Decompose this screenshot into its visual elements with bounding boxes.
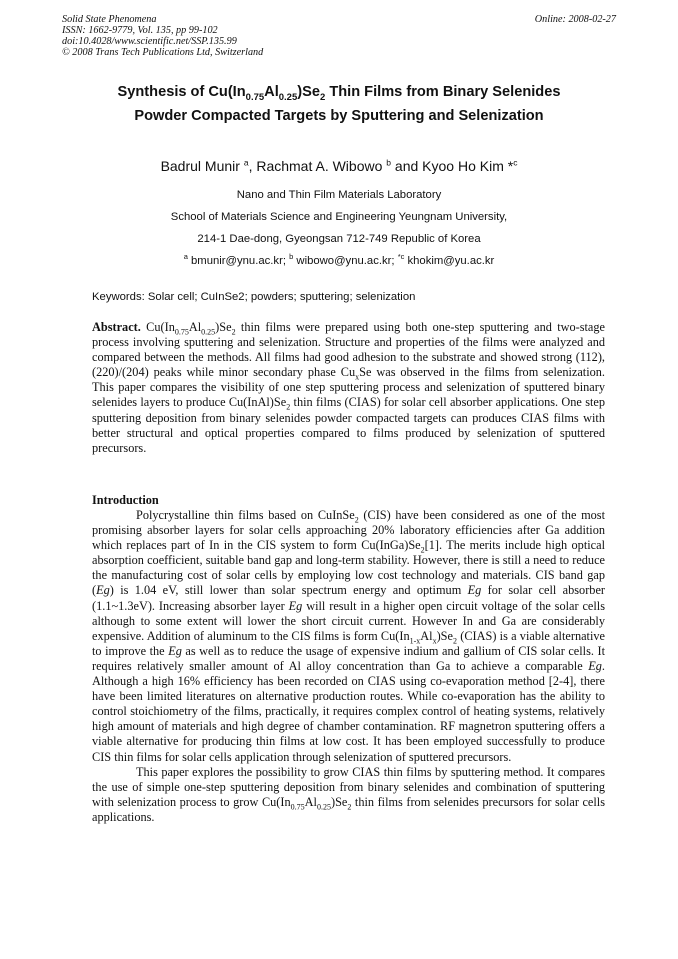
introduction-heading: Introduction (92, 493, 159, 507)
journal-header (62, 14, 263, 58)
copyright-line: © 2008 Trans Tech Publications Ltd, Switzerland (62, 47, 264, 58)
author-list: Badrul Munir $^a$, Rachmat A. Wibowo $^b$ and Kyoo Ho Kim *$^c$ (160, 157, 518, 174)
abstract: Abstract. $Cu(In_{0.75}Al_{0.25})Se_2$ thin films were prepared using both one-step sputtering and two-stage process involving sputtering and selenization. Structure and properties of the films were analyzed and compared between the methods. All films had good adhesion to the substrate and showed strong (112), (220)/(204) peaks while minor secondary phase $Cu_xSe$ was observed in the films from selenization. This paper compares the visibility of one step sputtering process and selenization of sputtered binary selenides layers to produce $Cu(InAl)Se_2$ thin films (CIAS) for solar cell absorber applications. One step sputtering deposition from binary selenides powder compacted targets can produces CIAS films with better structural and optical properties compared to films produced by selenization of sputtered precursors. (92, 320, 606, 455)
online-date: Online: 2008-02-27 (534, 14, 616, 25)
introduction-body (92, 508, 605, 825)
email-a[interactable]: bmunir@ynu.ac.kr; (187, 255, 290, 267)
affiliation (62, 184, 616, 272)
issn-line: ISSN: 1662-9779, Vol. 135, pp 99-102 (62, 25, 218, 36)
abstract-label: Abstract. (92, 320, 141, 334)
lab-name: Nano and Thin Film Materials Laboratory (236, 189, 442, 201)
keywords: Keywords: Solar cell; CuInSe2; powders; sputtering; selenization (92, 291, 416, 303)
journal-name: Solid State Phenomena (62, 14, 157, 25)
intro-paragraph-2: This paper explores the possibility to grow CIAS thin films by sputtering method. It compares the use of simple one-step sputtering deposition from binary selenides and combination of sputtering with selenization process to grow $Cu(In_{0.75}Al_{0.25})Se_2$ thin films from selenides precursors for solar cells applications. (92, 764, 605, 824)
intro-paragraph-1: Polycrystalline thin films based on CuInSe$_2$ (CIS) have been considered as one of the most promising absorber layers for solar cells approaching 20% laboratory efficiencies after Ga addition which replaces part of In in the CIS system to form $Cu(InGa)Se_2[1]$. The merits include high optical absorption coefficient, suitable band gap and long-term stability. However, there is still a need to reduce the manufacturing cost of solar cells by employing low cost technology and materials. CIS band gap (Eg) is 1.04 eV, still lower than solar spectrum energy and optimum Eg for solar cell absorber (1.1~1.3eV). Increasing absorber layer Eg will result in a higher open circuit voltage of the solar cells although to some extent will lower the short circuit current. However In and Ga are considerably expensive. Addition of aluminum to the CIS films is form $Cu(In_{1-x}Al_x)Se_2$ (CIAS) is a viable alternative to improve the Eg as well as to reduce the usage of expensive indium and gallium of CIS solar cells. It requires relatively smaller amount of Al alloy concentration than Ga to achieve a comparable Eg. Although a high 16% efficiency has been recorded on CIAS using co-evaporation method [2-4], there have been limited literatures on alternative production routes. While co-evaporation has the ability to control stoichiometry of the films, practically, it requires complex control of heating systems, relatively high amount of materials and high degree of chamber contamination. RF magnetron sputtering offers a viable alternative for producing thin films at low cost. It has been employed successfully to produce CIS thin films for solar cells application through selenization of sputtered precursors. (92, 508, 606, 764)
doi-line[interactable]: doi:10.4028/www.scientific.net/SSP.135.99 (62, 36, 237, 47)
school-name: School of Materials Science and Engineering Yeungnam University, (170, 211, 508, 223)
email-c[interactable]: khokim@yu.ac.kr (404, 255, 495, 267)
email-b[interactable]: wibowo@ynu.ac.kr; (293, 255, 398, 267)
email-line: $^a$ bmunir@ynu.ac.kr; $^b$ wibowo@ynu.ac.kr; $^{*c}$ khokim@yu.ac.kr (183, 252, 495, 267)
title-line-1: Synthesis of $Cu(In_{0.75}Al_{0.25})Se_2$ Thin Films from Binary Selenides (117, 84, 561, 103)
address: 214-1 Dae-dong, Gyeongsan 712-749 Republic of Korea (197, 233, 481, 245)
paper-title (62, 80, 616, 128)
title-line-2: Powder Compacted Targets by Sputtering and Selenization (134, 108, 544, 124)
